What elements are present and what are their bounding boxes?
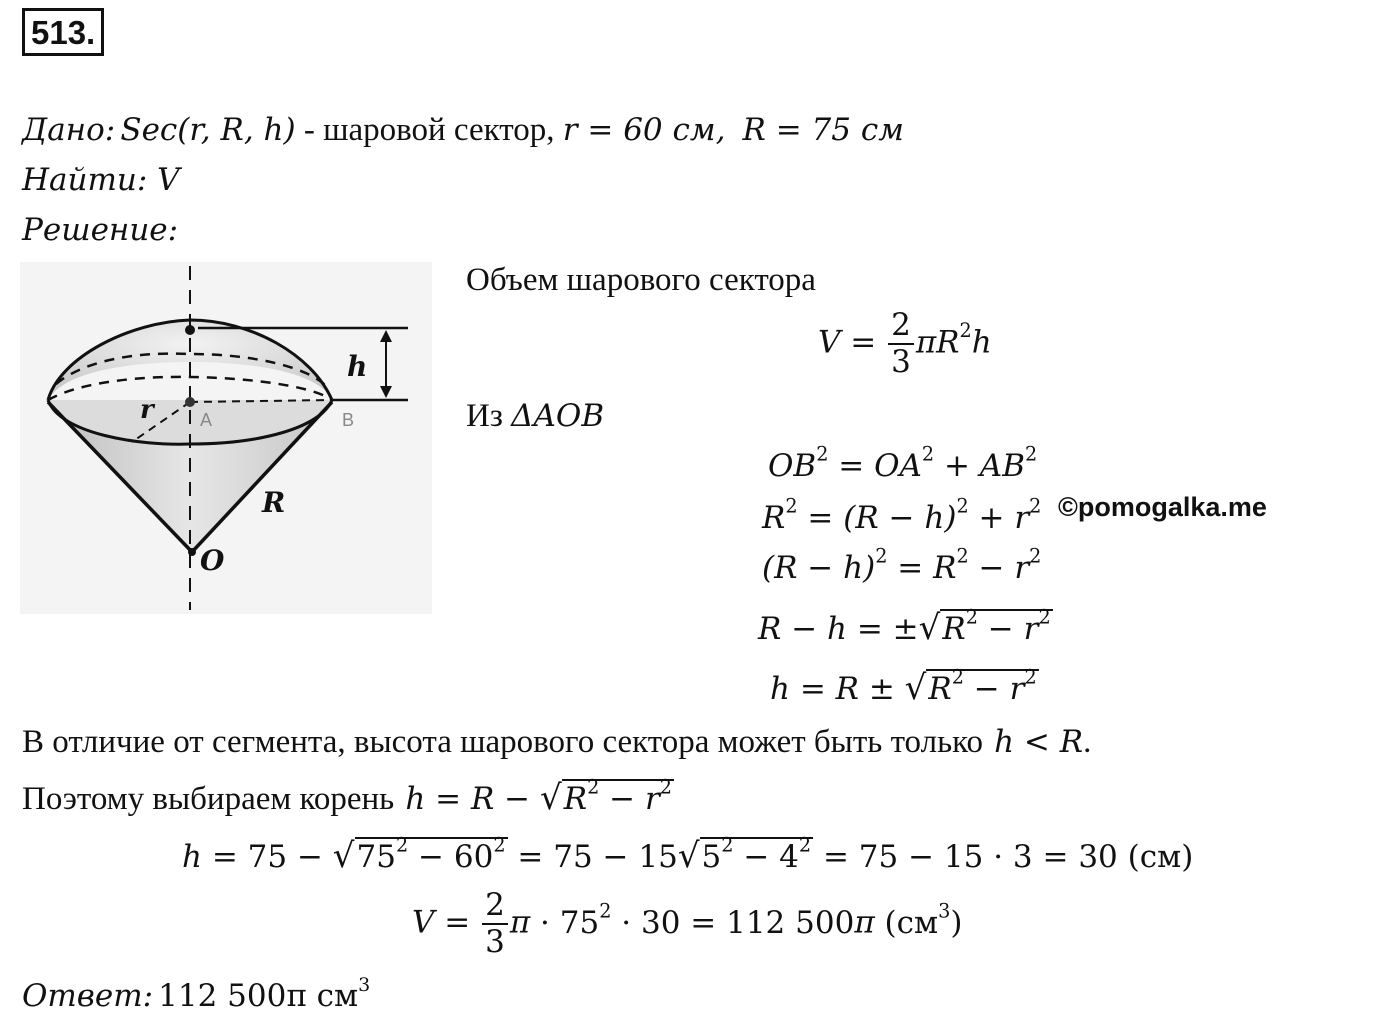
calc-h: $h = 75 - √75^2 - 60^2 = 75 - 15√5^2 - 4^2 = 75 - 15 \cdot 3 = 30$ (см) (182, 833, 1194, 876)
volume-title: Объем шарового сектора (466, 262, 816, 298)
given-R: R = 75 см (742, 112, 904, 148)
note-line-1: В отличие от сегмента, высота шарового сектора может быть только h < R. (22, 724, 1092, 760)
given-line: Дано: Sec(r, R, h) - шаровой сектор, r = 60 см, R = 75 см (22, 112, 904, 148)
chosen-root: $h = R - √R^2 - r^2$ (405, 775, 673, 818)
eq-substituted: $R^2 = (R - h)^2 + r^2$ (762, 494, 1042, 536)
volume-formula: V = $\frac{2}{3}$ $\pi R^2h$ (818, 307, 992, 380)
watermark: ©pomogalka.me (1058, 492, 1267, 522)
given-r: r = 60 см, (562, 112, 726, 148)
spherical-sector-figure (20, 262, 432, 614)
answer-label: Ответ (22, 978, 143, 1014)
point-A (185, 397, 195, 407)
label-r: r (140, 395, 154, 425)
triangle-line (466, 398, 604, 435)
eq-rearranged: $(R - h)^2 = R^2 - r^2$ (762, 544, 1042, 586)
given-label: Дано (22, 112, 105, 148)
answer-value: 112 500π см (158, 978, 359, 1014)
find-label: Найти (22, 162, 137, 198)
triangle-prefix: Из (466, 398, 512, 434)
point-O (188, 548, 196, 556)
note-text-2: Поэтому выбираем корень (22, 781, 395, 817)
solution-line: Решение: (22, 212, 179, 248)
label-O: O (200, 544, 225, 577)
top-point (185, 325, 195, 335)
note-inequality: h < R (994, 724, 1084, 760)
eq-h: $h = R \pm √R^2 - r^2$ (770, 665, 1037, 708)
label-h: h (347, 350, 368, 383)
problem-number: 513. (22, 8, 104, 56)
given-description: - шаровой сектор, (295, 112, 563, 148)
find-line: Найти: V (22, 162, 180, 198)
label-A: A (200, 410, 213, 430)
label-B: B (342, 410, 355, 430)
eq-root: $R - h = \pm√R^2 - r^2$ (758, 605, 1051, 648)
label-R: R (262, 486, 286, 519)
calc-V: V = $\frac{2}{3}$ $\pi \cdot 75^2 \cdot 30 = 112$ 500π $(см^3)$ (412, 887, 963, 960)
note-text-1: В отличие от сегмента, высота шарового сектора может быть только (22, 724, 983, 760)
find-value: V (157, 162, 180, 198)
answer-line: Ответ: 112 500π $см^3$ (22, 973, 371, 1014)
note-line-2 (22, 775, 674, 818)
solution-label: Решение (22, 212, 168, 248)
triangle-name: ΔAOB (511, 398, 605, 434)
eq-pythagoras: $OB^2 = OA^2 + AB^2$ (768, 442, 1038, 484)
sector-notation: Sec(r, R, h) (120, 112, 296, 148)
